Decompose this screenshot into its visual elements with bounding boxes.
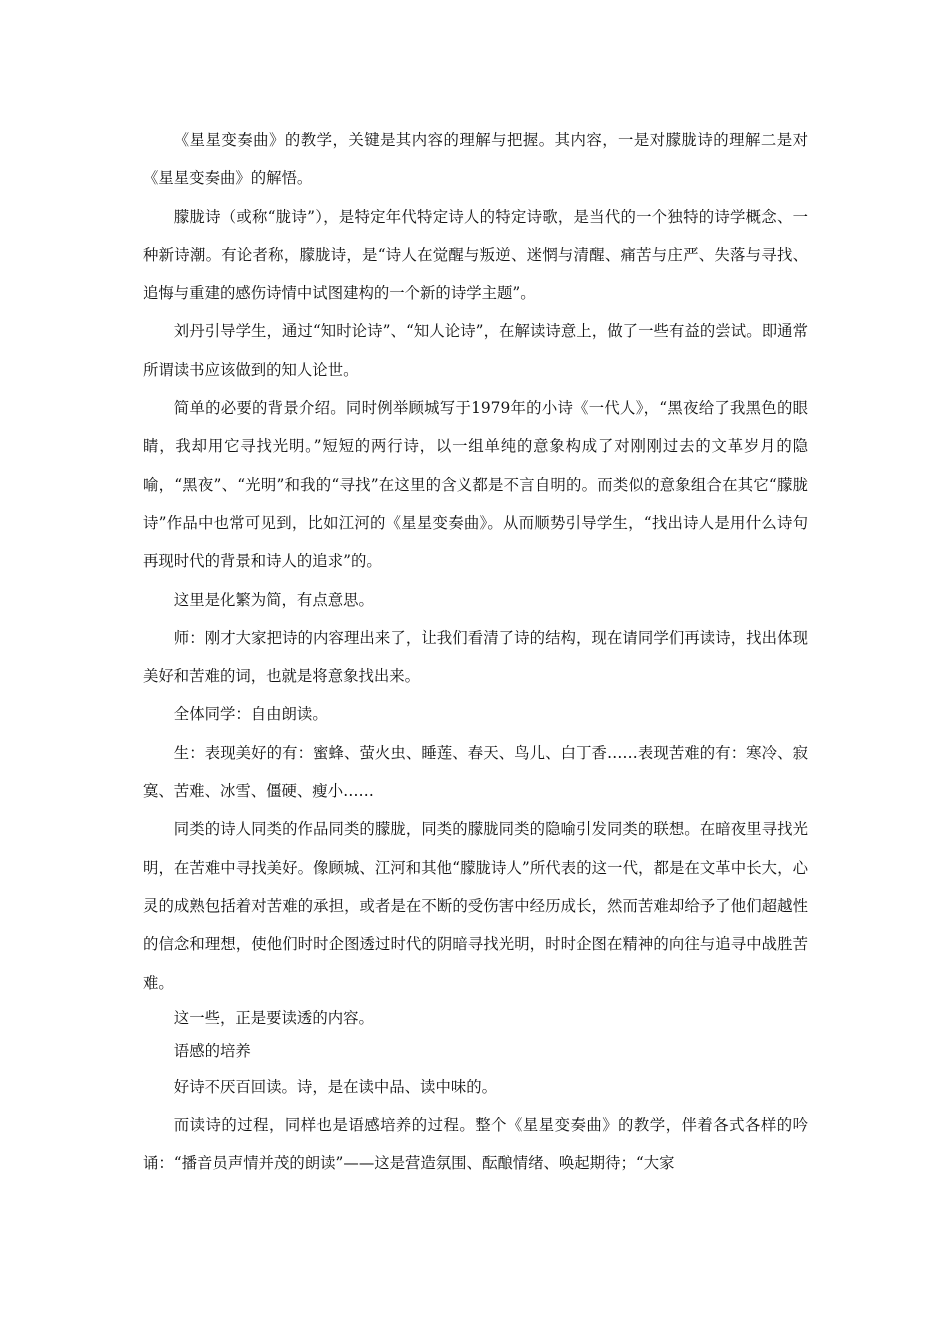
paragraph-class-reading: 全体同学：自由朗读。: [173, 705, 328, 724]
paragraph-zhiren-lunshi: 刘丹引导学生，通过“知时论诗”、“知人论诗”，在解读诗意上，做了一些有益的尝试。即通常所谓读书应该做到的知人论世。: [143, 322, 808, 379]
paragraph-reading-process: 而读诗的过程，同样也是语感培养的过程。整个《星星变奏曲》的教学，伴着各式各样的吟诵：“播音员声情并茂的朗读”——这是营造氛围、酝酿情绪、唤起期待；“大家: [143, 1116, 808, 1173]
paragraph-intro: 《星星变奏曲》的教学，关键是其内容的理解与把握。其内容，一是对朦胧诗的理解二是对《星星变奏曲》的解悟。: [143, 131, 808, 188]
document-body: [143, 121, 808, 1183]
paragraph-student: 生：表现美好的有：蜜蜂、萤火虫、睡莲、春天、鸟儿、白丁香……表现苦难的有：寒冷、寂寞、苦难、冰雪、僵硬、瘦小……: [143, 743, 808, 801]
paragraph-generation: 同类的诗人同类的作品同类的朦胧，同类的朦胧同类的隐喻引发同类的联想。在暗夜里寻找光明，在苦难中寻找美好。像顾城、江河和其他“朦胧诗人”所代表的这一代，都是在文革中长大，心灵的成熟包括着对苦难的承担，或者是在不断的受伤害中经历成长，然而苦难却给予了他们超越性的信念和理想，使他们时时企图透过时代的阴暗寻找光明，时时企图在精神的向往与追寻中战胜苦难。: [143, 820, 808, 992]
paragraph-comment-content: 这一些，正是要读透的内容。: [173, 1008, 374, 1027]
paragraph-menglong-definition: 朦胧诗（或称“胧诗”），是特定年代特定诗人的特定诗歌，是当代的一个独特的诗学概念、一种新诗潮。有论者称，朦胧诗，是“诗人在觉醒与叛逆、迷惘与清醒、痛苦与庄严、失落与寻找、追悔与重建的感伤诗情中试图建构的一个新的诗学主题”。: [143, 207, 808, 303]
paragraph-comment-simplify: 这里是化繁为简，有点意思。: [173, 590, 374, 609]
section-heading-language-sense: 语感的培养: [173, 1041, 251, 1060]
paragraph-teacher: 师：刚才大家把诗的内容理出来了，让我们看清了诗的结构，现在请同学们再读诗，找出体现美好和苦难的词，也就是将意象找出来。: [143, 628, 808, 686]
paragraph-good-poems: 好诗不厌百回读。诗，是在读中品、读中味的。: [173, 1077, 498, 1096]
paragraph-background: 简单的必要的背景介绍。同时例举顾城写于1979年的小诗《一代人》，“黑夜给了我黑色的眼睛，我却用它寻找光明。”短短的两行诗，以一组单纯的意象构成了对刚刚过去的文革岁月的隐喻，“黑夜”、“光明”和我的“寻找”在这里的含义都是不言自明的。而类似的意象组合在其它“朦胧诗”作品中也常可见到，比如江河的《星星变奏曲》。从而顺势引导学生，“找出诗人是用什么诗句再现时代的背景和诗人的追求”的。: [143, 399, 808, 571]
